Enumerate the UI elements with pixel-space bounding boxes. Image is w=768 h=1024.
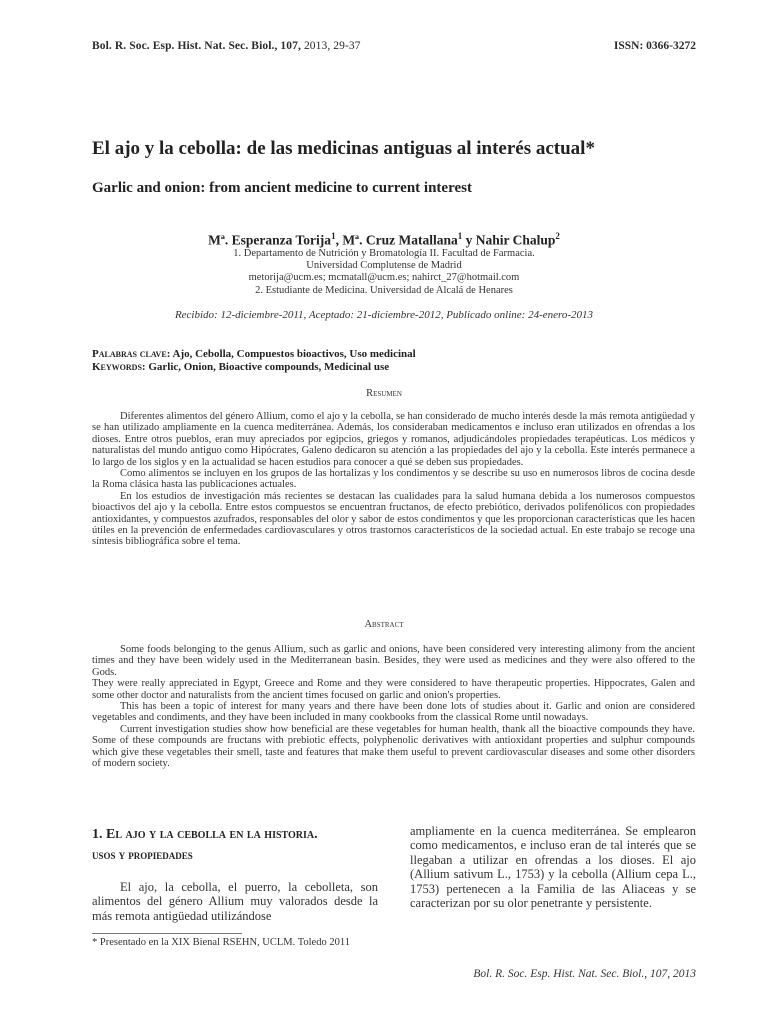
keywords-en-label: Keywords xyxy=(92,361,142,373)
title-spanish: El ajo y la cebolla: de las medicinas antiguas al interés actual* xyxy=(92,138,595,159)
resumen-paragraph-3: En los estudios de investigación más recientes se destacan las cualidades para la salud humana debida a los numerosos compuestos bioactivos del ajo y la cebolla. Entre estos compuestos se encuentran fructanos, de efecto prebiótico, derivados polifenólicos con propiedades antioxidantes, y compuestos azufrados, responsables del olor y sabor de estos condimentos y que les proporcionan características que les hacen útiles en la prevención de enfermedades cardiovasculares y otros trastornos característicos de la sociedad actual. En este trabajo se recoge una síntesis bibliográfica sobre el tema. xyxy=(92,490,695,548)
affiliation-line: Universidad Complutense de Madrid xyxy=(306,260,462,272)
keywords-es-text: : Ajo, Cebolla, Compuestos bioactivos, Uso medicinal xyxy=(166,348,416,360)
keywords-es-label: Palabras clave xyxy=(92,348,167,360)
page-footer-citation: Bol. R. Soc. Esp. Hist. Nat. Sec. Biol., 107, 2013 xyxy=(473,968,696,980)
resumen-heading: Resumen xyxy=(366,388,402,399)
keywords-english xyxy=(92,361,416,374)
author-2-affil: 1 xyxy=(457,231,463,241)
journal-header xyxy=(92,40,361,52)
journal-year-pages: 2013, 29-37 xyxy=(300,40,361,52)
keywords-en-text: : Garlic, Onion, Bioactive compounds, Medicinal use xyxy=(141,361,390,373)
affiliation-line: 1. Departamento de Nutrición y Bromatología II. Facultad de Farmacia. xyxy=(233,248,535,259)
author-3-affil: 2 xyxy=(555,231,560,241)
keywords-spanish xyxy=(92,348,416,361)
resumen-paragraph-2: Como alimentos se incluyen en los grupos de las hortalizas y los condimentos y se describe su uso en numerosos libros de cocina desde la Roma clásica hasta las publicaciones actuales. xyxy=(92,468,695,491)
section-1-left-column xyxy=(92,880,378,923)
abstract-paragraph-2: They were really appreciated in Egypt, Greece and Rome and they were considered to have therapeutic properties. Hippocrates, Galen and some other doctor and naturalists from the ancient times focused on garlic and onion's properties. xyxy=(92,678,695,701)
author-2: , Mª. Cruz Matallana xyxy=(335,232,458,248)
affiliation-emails: metorija@ucm.es; mcmatall@ucm.es; nahirct_27@hotmail.com xyxy=(248,272,520,284)
publication-dates: Recibido: 12-diciembre-2011, Aceptado: 21-diciembre-2012, Publicado online: 24-enero-2013 xyxy=(174,309,594,321)
footnote-divider xyxy=(92,933,242,934)
issn-label: ISSN: xyxy=(613,40,644,52)
author-1: Mª. Esperanza Torija xyxy=(208,232,332,248)
abstract-heading: Abstract xyxy=(364,619,404,630)
title-english: Garlic and onion: from ancient medicine to current interest xyxy=(92,180,472,196)
abstract-paragraph-4: Current investigation studies show how beneficial are these vegetables for human health, thank all the bioactive compounds they have. Some of these compounds are fructans with prebiotic effects, polyphenolic derivatives with antioxidant properties and sulphur compounds which give these vegetables their smell, taste and features that make them useful to prevent cardiovascular diseases and some other disorders of modern society. xyxy=(92,723,695,770)
affiliations xyxy=(0,248,768,297)
issn-number: 0366-3272 xyxy=(646,40,696,52)
author-3: y Nahir Chalup xyxy=(462,232,556,248)
affiliation-line: 2. Estudiante de Medicina. Universidad de Alcalá de Henares xyxy=(255,284,513,296)
authors xyxy=(0,231,768,249)
section-1-heading-line-1: 1. El ajo y la cebolla en la historia. xyxy=(92,827,318,842)
journal-name: Bol. R. Soc. Esp. Hist. Nat. Sec. Biol., 107, xyxy=(92,40,301,52)
keywords-block xyxy=(92,348,416,374)
abstract-paragraph-3: This has been a topic of interest for many years and there have been done lots of studies about it. Garlic and onion are considered vegetables and condiments, and they have been included in many cookbooks from the classical Rome until nowadays. xyxy=(92,701,695,724)
section-1-text-left: El ajo, la cebolla, el puerro, la cebolleta, son alimentos del género Allium muy valorados desde la más remota antigüedad utilizándose xyxy=(92,880,378,923)
issn-header xyxy=(614,40,696,52)
abstract-body xyxy=(92,644,695,769)
section-1-right-column xyxy=(410,824,696,910)
section-1-text-right: ampliamente en la cuenca mediterránea. Se emplearon como medicamentos, e incluso eran de tal interés que se llegaban a utilizar en ofrendas a los dioses. El ajo (Allium sativum L., 1753) y la cebolla (Allium cepa L., 1753) pertenecen a la Familia de las Aliaceas y se caracterizan por su olor penetrante y persistente. xyxy=(410,824,696,911)
section-1-heading xyxy=(92,825,378,865)
resumen-paragraph-1: Diferentes alimentos del género Allium, como el ajo y la cebolla, se han considerado de mucho interés desde la más remota antigüedad y se han utilizado ampliamente en la cuenca mediterránea. Además, los consideraban medicamentos e incluso eran utilizados en ofrendas a los dioses. Entre otros pueblos, eran muy apreciados por egipcios, griegos y romanos, adjudicándoles propiedades terapéuticas. Los médicos y naturalistas del mundo antiguo como Hipócrates, Galeno dedicaron su atención a las propiedades del ajo y la cebolla. Este interés permanece a lo largo de los siglos y en la actualidad se hacen estudios para conocer a qué se deben sus propiedades. xyxy=(92,411,695,468)
author-1-affil: 1 xyxy=(331,231,336,241)
section-1-heading-line-2: usos y propiedades xyxy=(92,848,193,862)
footnote: * Presentado en la XIX Bienal RSEHN, UCLM. Toledo 2011 xyxy=(92,937,350,948)
resumen-body xyxy=(92,411,695,548)
abstract-paragraph-1: Some foods belonging to the genus Allium, such as garlic and onions, have been considered very interesting alimony from the ancient times and they have been widely used in the Mediterranean basin. Besides, they were used as medicines and they were also offered to the Gods. xyxy=(92,644,695,678)
